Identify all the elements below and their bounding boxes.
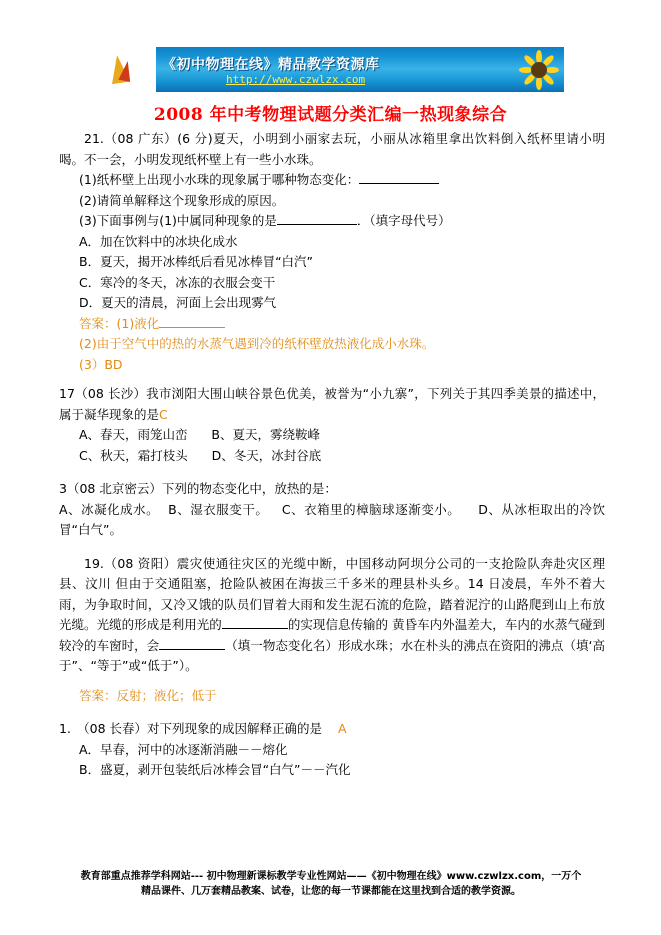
question-1-stem <box>59 719 605 740</box>
question-1-option-b: B．盛夏，剥开包装纸后冰棒会冒“白气”－－汽化 <box>79 762 351 777</box>
question-19-answer: 答案：反射；液化；低于 <box>79 687 217 703</box>
site-banner <box>96 47 564 92</box>
question-21-line-1 <box>59 170 605 191</box>
footer-line-1: 教育部重点推荐学科网站--- 初中物理新课标教学专业性网站——《初中物理在线》www.czwlzx.com，一万个 <box>80 871 582 882</box>
question-3-options <box>59 500 605 541</box>
question-17-stem <box>59 384 605 425</box>
question-21-answer-1 <box>59 314 605 335</box>
answer-blank[interactable] <box>222 615 288 629</box>
banner-title: 《初中物理在线》精品教学资源库 <box>162 57 380 73</box>
question-21-line-3 <box>59 211 605 232</box>
question-21-option-c: C．寒冷的冬天，冰冻的衣服会变干 <box>79 274 276 290</box>
banner-url[interactable]: http://www.czwlzx.com <box>226 73 366 86</box>
q17-option-d: D、冬天，冰封谷底 <box>211 447 322 463</box>
answer-blank[interactable] <box>277 211 357 225</box>
q19-stem-text: 19.（08 资阳）震灾使通往灾区的光缆中断，中国移动阿坝分公司的一支抢险队奔赴灾区理县、汶川 但由于交通阻塞，抢险队被困在海拔三千多米的理县朴头乡。14 日凌晨，车外不着大雨，为争取时间，又冷又饿的队员们冒着大雨和发生泥石流的危险，踏着泥泞的山路爬到山上布放光缆。光缆的形成是利用光的 <box>59 555 605 632</box>
answer-blank[interactable] <box>359 170 439 184</box>
question-21-answer-2: (2)由于空气中的热的水蒸气遇到冷的纸杯壁放热液化成小水珠。 <box>79 336 435 351</box>
question-21-option-d: D．夏天的清晨，河面上会出现雾气 <box>79 295 277 310</box>
answer-blank[interactable] <box>159 636 225 650</box>
q21-sub3-tail: ．（填字母代号） <box>356 213 451 228</box>
q17-option-b: B、夏天，雾绕鞍峰 <box>211 427 320 442</box>
q3-option-b: B、湿衣服变干。 <box>168 501 269 517</box>
banner-logo-area <box>96 47 156 92</box>
q17-option-a: A、春天，雨笼山峦 <box>79 427 188 442</box>
answer-blank <box>159 314 225 328</box>
question-21-stem: 21.（08 广东）(6 分)夏天，小明到小丽家去玩，小丽从冰箱里拿出饮料倒入纸杯里请小明喝。不一会，小明发现纸杯壁上有一些小水珠。 <box>59 131 605 167</box>
footer-line-2: 精品课件、几万套精品教案、试卷，让您的每一节课都能在这里找到合适的教学资源。 <box>141 886 521 897</box>
question-17-options-row2 <box>59 446 605 467</box>
page-footer <box>46 869 616 899</box>
page-title: 2008 年中考物理试题分类汇编一热现象综合 <box>153 105 508 125</box>
flame-logo-icon-inner <box>118 60 133 82</box>
q3-option-c: C、衣箱里的樟脑球逐渐变小。 <box>281 501 461 517</box>
question-21-option-a: A．加在饮料中的冰块化成水 <box>79 233 238 249</box>
q3-option-d: D、从冰柜取出的冷饮冒“白气”。 <box>59 501 605 537</box>
q21-sub1-text: (1)纸杯壁上出现小水珠的现象属于哪种物态变化： <box>79 172 360 187</box>
question-21-answer-3: (3）BD <box>79 356 123 372</box>
q19-tail-1: 的实现信息传输的 黄昏车内外温差大，车内的水蒸气碰到较冷的车窗时，会 <box>59 617 605 653</box>
q1-answer-mark: A <box>337 721 347 736</box>
q21-sub3-text: (3)下面事例与(1)中属同种现象的是 <box>79 213 277 228</box>
question-21-line-2: (2)请简单解释这个现象形成的原因。 <box>79 192 285 208</box>
document-body <box>59 129 605 781</box>
q3-option-a: A、冰凝化成水。 <box>59 501 160 517</box>
sunflower-icon <box>518 49 560 91</box>
q21-ans1-text: 答案：(1)液化 <box>79 315 160 331</box>
q17-option-c: C、秋天，霜打枝头 <box>79 447 188 463</box>
question-1-option-a: A．早春，河中的冰逐渐消融－－熔化 <box>79 741 288 757</box>
q19-tail-2: （填一物态变化名）形成水珠；水在朴头的沸点在资阳的沸点（填‘高于”、“等于”或“低于”）。 <box>59 637 605 673</box>
question-19-stem <box>59 554 605 677</box>
question-3-stem: 3（08 北京密云）下列的物态变化中，放热的是： <box>59 481 337 496</box>
question-21-option-b: B．夏天，揭开冰棒纸后看见冰棒冒“白汽” <box>79 254 314 269</box>
question-17-options-row1 <box>59 425 605 446</box>
q1-stem-text: 1. （08 长春）对下列现象的成因解释正确的是 <box>59 721 323 736</box>
q17-stem-text: 17（08 长沙）我市浏阳大围山峡谷景色优美，被誉为“小九寨”，下列关于其四季美景的描述中，属于凝华现象的是 <box>59 386 605 422</box>
q17-answer-mark: C <box>159 406 168 422</box>
